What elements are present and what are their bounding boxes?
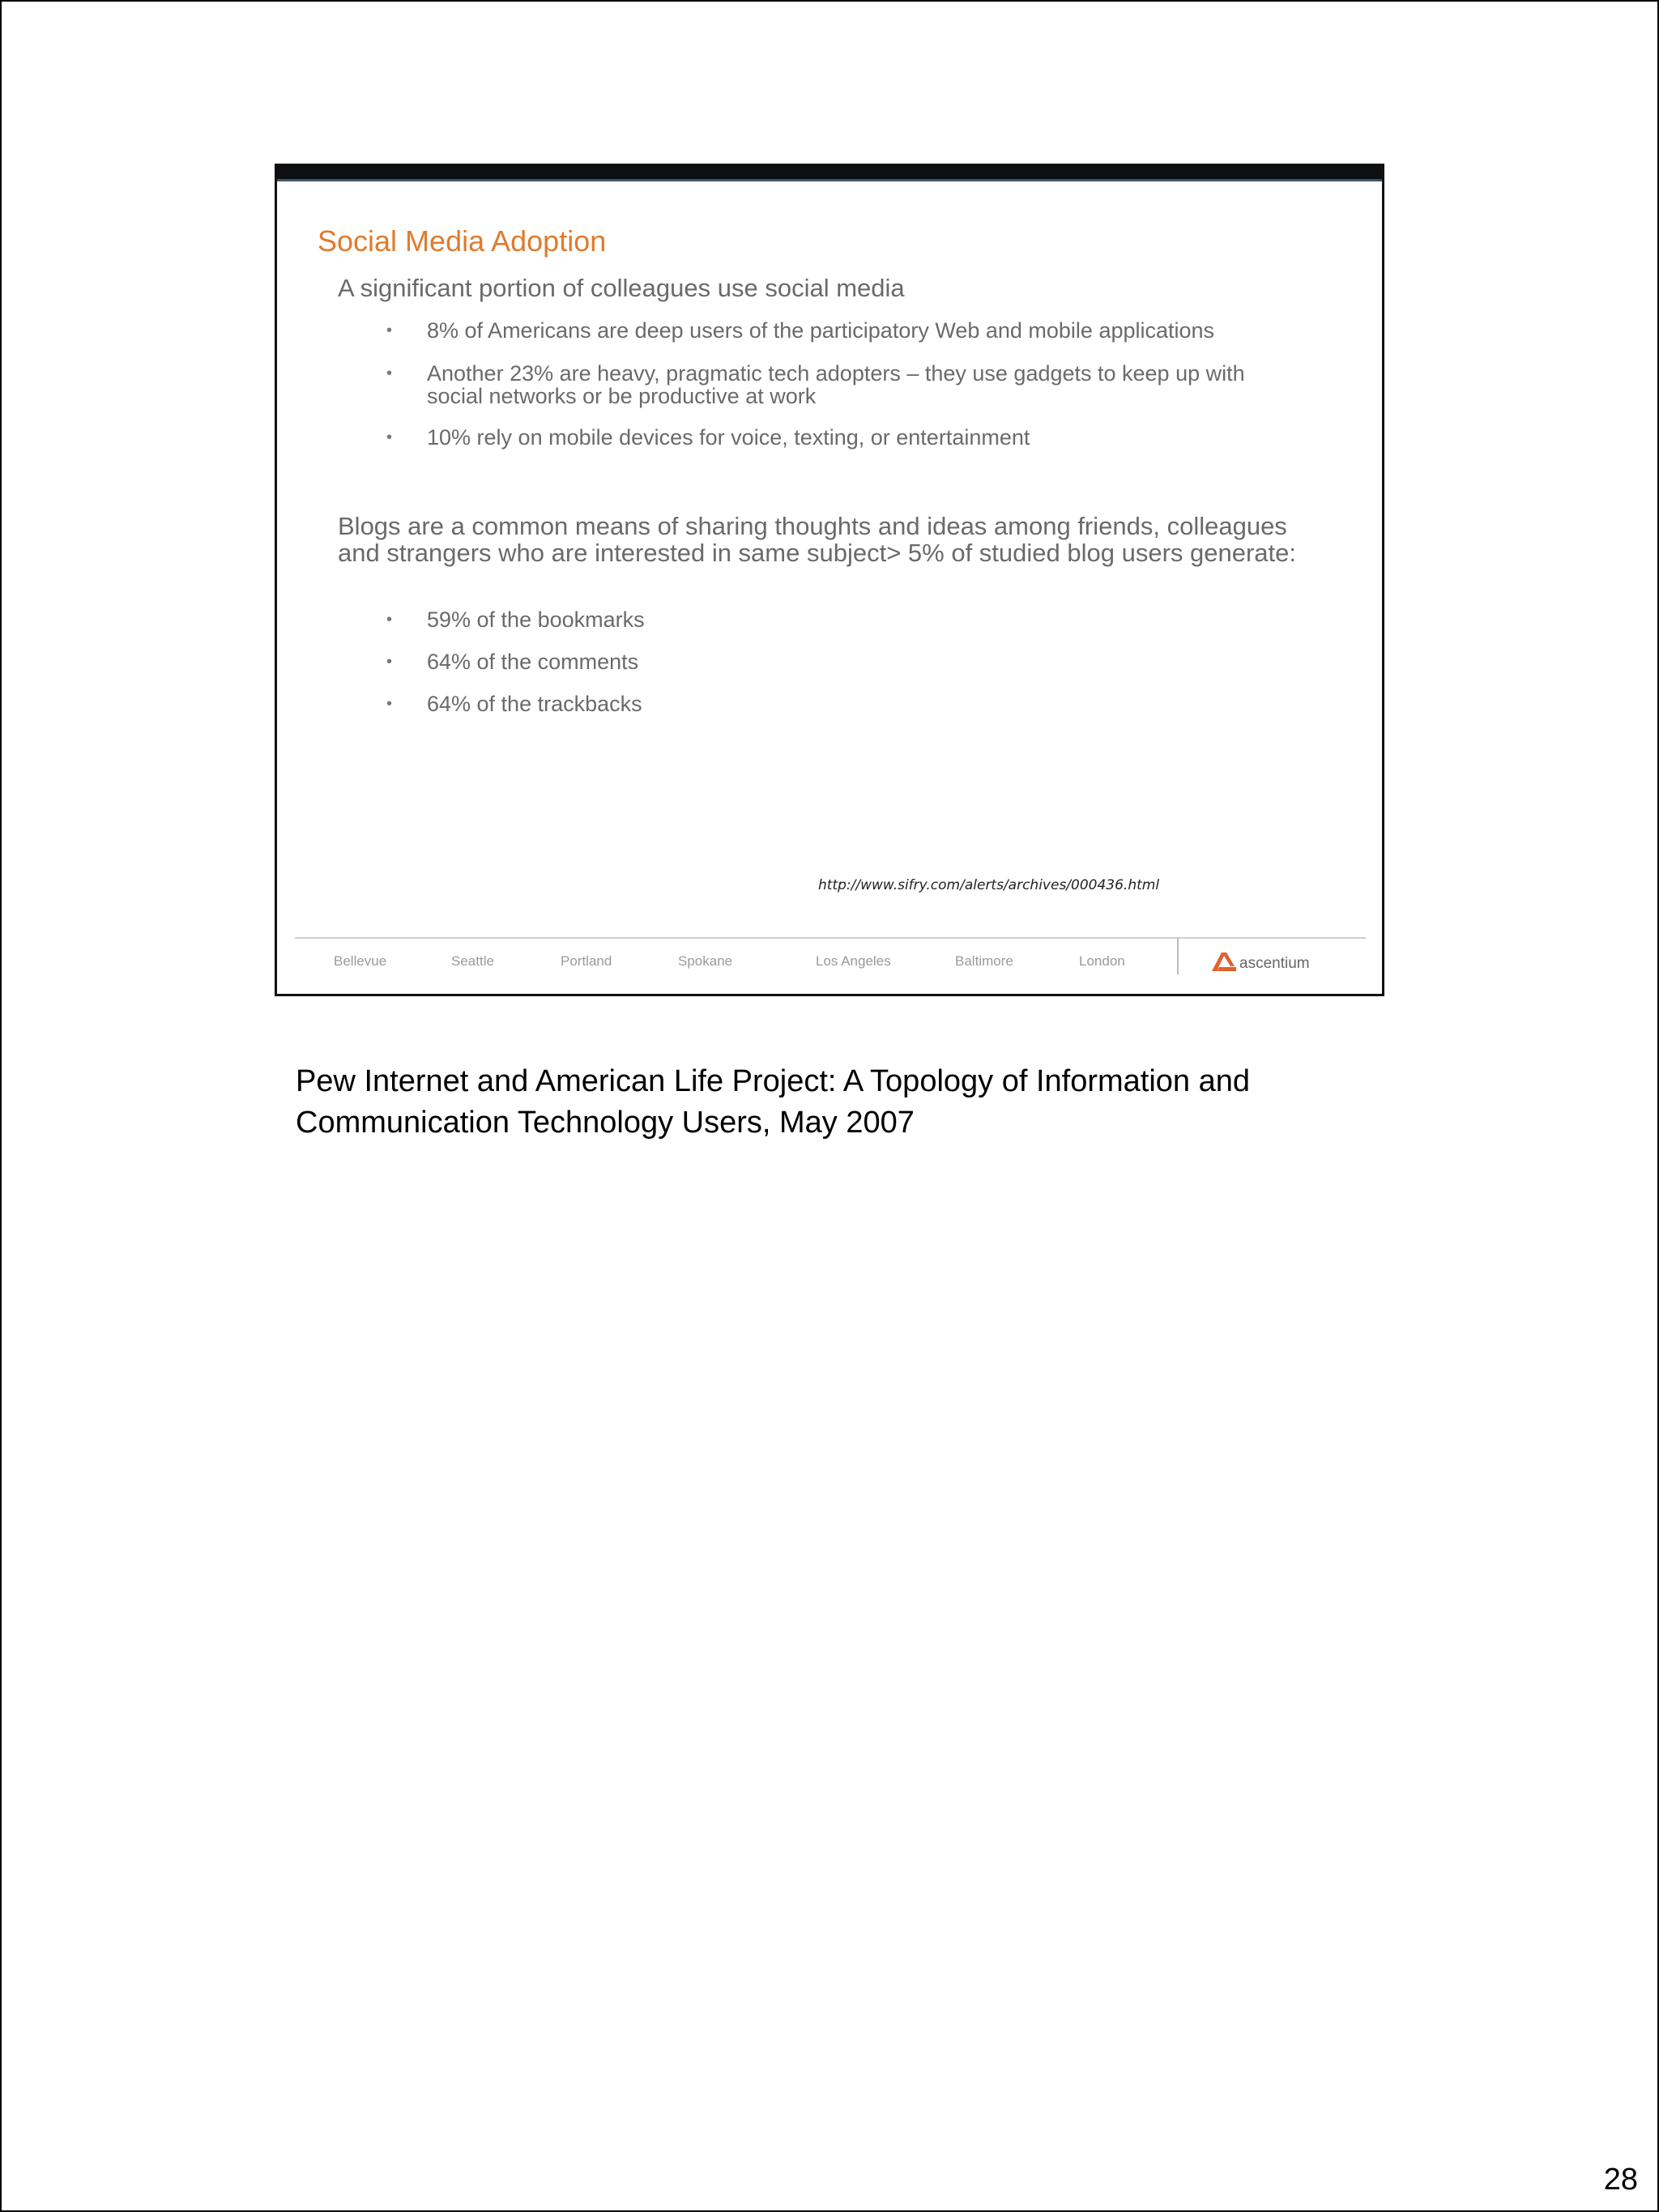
footer-city: Spokane (678, 953, 733, 969)
footer-city: Bellevue (334, 953, 387, 969)
footer-city: Baltimore (955, 953, 1013, 969)
section2-bullet-3: 64% of the trackbacks (427, 692, 642, 716)
speaker-notes: Pew Internet and American Life Project: A Topology of Information and Communication Technology Users, May 2007 (296, 1064, 1251, 1140)
footer-city: Portland (561, 953, 612, 969)
bullet-marker: • (386, 364, 393, 382)
ascentium-logo (1210, 950, 1310, 973)
section1-bullet-1: 8% of Americans are deep users of the participatory Web and mobile applications (427, 318, 1215, 343)
bullet-marker: • (386, 322, 393, 339)
page-number: 28 (1603, 2163, 1638, 2197)
slide-title: Social Media Adoption (318, 224, 607, 258)
section1-bullet-2: Another 23% are heavy, pragmatic tech adopters – they use gadgets to keep up with social networks or be productive at work (427, 361, 1245, 408)
ascentium-logo-icon (1210, 950, 1238, 973)
slide-top-bar (277, 166, 1382, 179)
source-url: http://www.sifry.com/alerts/archives/000436.html (818, 877, 1160, 893)
bullet-marker: • (386, 428, 393, 446)
section2-bullet-2: 64% of the comments (427, 650, 639, 674)
section1-heading: A significant portion of colleagues use social media (338, 274, 905, 302)
footer-city: London (1079, 953, 1125, 969)
footer-divider (1177, 937, 1179, 974)
section1-bullet-3: 10% rely on mobile devices for voice, texting, or entertainment (427, 425, 1030, 450)
footer-rule (295, 937, 1366, 939)
bullet-marker: • (386, 611, 393, 629)
slide-top-bar-line (277, 179, 1382, 181)
bullet-marker: • (386, 653, 393, 671)
footer-city: Los Angeles (816, 953, 891, 969)
bullet-marker: • (386, 695, 393, 713)
section2-bullet-1: 59% of the bookmarks (427, 607, 645, 632)
section2-heading: Blogs are a common means of sharing thoughts and ideas among friends, colleagues and strangers who are interested in same subject> 5% of studied blog users generate: (338, 512, 1297, 567)
slide-image (275, 164, 1384, 996)
logo-text: ascentium (1239, 955, 1310, 972)
footer-city: Seattle (451, 953, 494, 969)
